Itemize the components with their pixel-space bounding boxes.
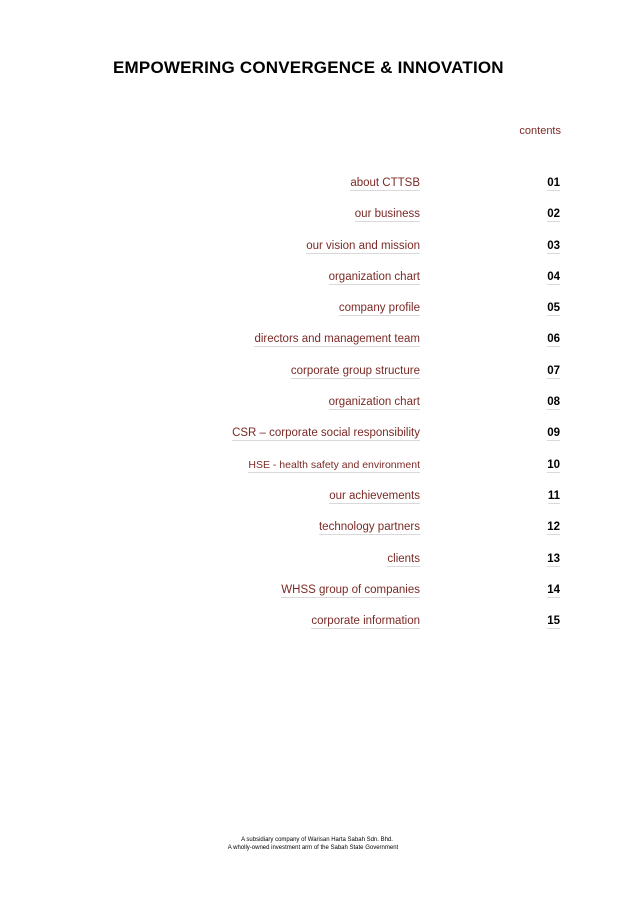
table-of-contents — [0, 173, 638, 642]
toc-entry-page-number: 14 — [547, 583, 560, 596]
toc-entry[interactable] — [0, 236, 638, 267]
toc-entry[interactable] — [0, 455, 638, 486]
toc-entry-label[interactable]: corporate information — [311, 615, 420, 628]
toc-entry[interactable] — [0, 361, 638, 392]
toc-entry[interactable] — [0, 392, 638, 423]
footer-ownership-note: A wholly-owned investment arm of the Sabah State Government — [227, 845, 399, 851]
toc-entry[interactable] — [0, 173, 638, 204]
toc-entry-label[interactable]: HSE - health safety and environment — [248, 458, 420, 471]
toc-entry-page-number: 10 — [547, 458, 560, 471]
toc-entry[interactable] — [0, 298, 638, 329]
toc-entry-label[interactable]: corporate group structure — [290, 364, 420, 377]
toc-entry-label[interactable]: directors and management team — [254, 333, 420, 346]
toc-entry-page-number: 08 — [547, 396, 560, 409]
toc-entry-page-number: 12 — [547, 521, 560, 534]
toc-entry-label[interactable]: our vision and mission — [306, 239, 420, 252]
toc-entry[interactable] — [0, 611, 638, 642]
toc-entry-label[interactable]: about CTTSB — [350, 177, 420, 189]
toc-entry-page-number: 06 — [547, 333, 560, 346]
toc-entry-page-number: 04 — [547, 270, 560, 283]
toc-entry-page-number: 02 — [547, 208, 560, 221]
toc-entry-label[interactable]: clients — [387, 552, 420, 565]
toc-entry[interactable] — [0, 549, 638, 580]
toc-entry[interactable] — [0, 329, 638, 360]
toc-entry-page-number: 13 — [547, 552, 560, 565]
footer-subsidiary-note: A subsidiary company of Warisan Harta Sabah Sdn. Bhd. — [241, 837, 393, 843]
toc-entry-page-number: 01 — [547, 177, 560, 189]
toc-entry-page-number: 03 — [547, 239, 560, 252]
toc-entry[interactable] — [0, 580, 638, 611]
toc-entry[interactable] — [0, 204, 638, 235]
toc-entry-page-number: 15 — [547, 615, 560, 628]
toc-entry-page-number: 09 — [547, 427, 560, 440]
toc-entry-label[interactable]: our achievements — [329, 489, 420, 502]
toc-entry-page-number: 11 — [547, 489, 560, 502]
page-title: EMPOWERING CONVERGENCE & INNOVATION — [113, 58, 504, 77]
contents-heading: contents — [519, 125, 561, 137]
toc-entry-label[interactable]: our business — [354, 208, 420, 221]
toc-entry[interactable] — [0, 423, 638, 454]
toc-entry-label[interactable]: organization chart — [328, 396, 420, 409]
toc-entry[interactable] — [0, 267, 638, 298]
toc-entry-label[interactable]: WHSS group of companies — [281, 583, 420, 596]
toc-entry-label[interactable]: company profile — [338, 302, 420, 315]
footer — [0, 836, 638, 852]
toc-entry[interactable] — [0, 517, 638, 548]
toc-entry-page-number: 07 — [547, 364, 560, 377]
toc-entry-label[interactable]: technology partners — [318, 521, 420, 534]
toc-entry-page-number: 05 — [547, 302, 560, 315]
toc-entry-label[interactable]: CSR – corporate social responsibility — [232, 427, 420, 440]
toc-entry-label[interactable]: organization chart — [328, 270, 420, 283]
toc-entry[interactable] — [0, 486, 638, 517]
